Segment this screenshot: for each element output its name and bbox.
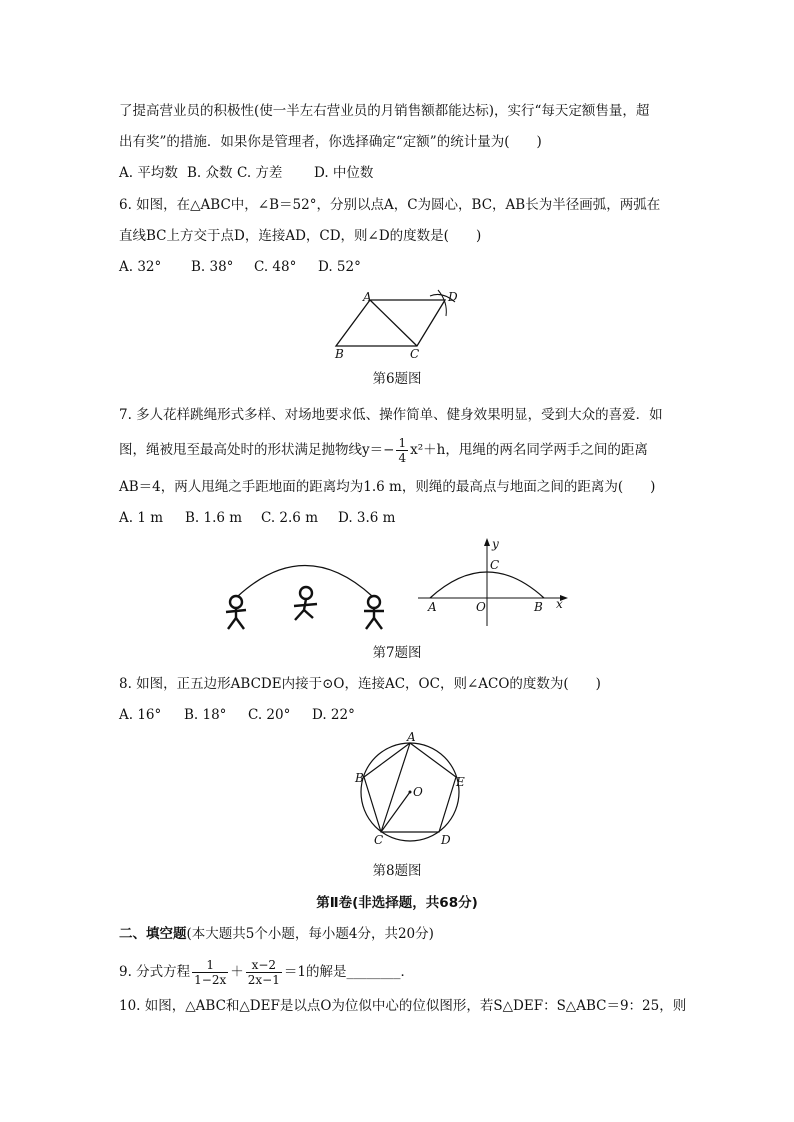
label-a: A <box>407 730 416 744</box>
fraction-numerator: 1 <box>398 436 407 450</box>
center-point-o <box>409 791 412 794</box>
person-left <box>226 596 246 629</box>
label-e: E <box>456 775 465 789</box>
rope-curve <box>238 566 372 597</box>
label-c: C <box>374 833 384 847</box>
diagonal-ac <box>370 300 417 346</box>
label-b: B <box>534 600 543 614</box>
question-10-text: 10. 如图，△ABC和△DEF是以点O为位似中心的位似图形，若S△DEF：S△ABC＝9：25，则 <box>119 998 687 1014</box>
label-a: A <box>363 290 372 304</box>
question-9-suffix: ＝1的解是________． <box>283 964 414 980</box>
label-d: D <box>448 290 458 304</box>
segment-oc <box>381 792 410 832</box>
question-8-options <box>119 705 355 725</box>
fraction-1 <box>192 958 228 987</box>
question-8-text-line1: 8. 如图，正五边形ABCDE内接于⊙O，连接AC，OC，则∠ACO的度数为( ) <box>119 676 601 692</box>
figure-7-jump-rope-scene <box>220 560 395 632</box>
question-7-options <box>119 508 396 528</box>
option-a: A. 16° <box>119 707 162 723</box>
option-d: D. 52° <box>318 259 361 275</box>
question-5-text-line2: 出有奖”的措施．如果你是管理者，你选择确定“定额”的统计量为( ) <box>119 134 542 150</box>
option-c: C. 2.6 m <box>261 510 318 526</box>
label-o: O <box>476 600 486 614</box>
figure-6-parallelogram <box>330 288 470 360</box>
y-axis-arrow <box>484 538 490 546</box>
segment-ac <box>381 743 410 832</box>
pentagon-abcde <box>364 743 456 832</box>
question-9-prefix: 9. 分式方程 <box>119 964 191 980</box>
label-c: C <box>490 558 500 572</box>
label-d: D <box>441 833 451 847</box>
person-middle-jumping <box>294 587 317 620</box>
option-d: D. 3.6 m <box>338 510 396 526</box>
plus-sign: ＋ <box>230 964 244 980</box>
label-o: O <box>413 785 423 799</box>
option-b: B. 1.6 m <box>185 510 243 526</box>
option-a: A. 1 m <box>119 510 164 526</box>
option-b: B. 38° <box>191 259 234 275</box>
label-a: A <box>428 600 437 614</box>
label-x: x <box>556 597 563 611</box>
fill-in-heading: 二、填空题 <box>119 926 187 942</box>
fraction-2 <box>246 958 282 987</box>
question-6-text-line2: 直线BC上方交于点D，连接AD，CD，则∠D的度数是( ) <box>119 228 482 244</box>
figure-8-caption: 第8题图 <box>372 863 422 879</box>
question-7-text-line1: 7. 多人花样跳绳形式多样、对场地要求低、操作简单、健身效果明显，受到大众的喜爱．如 <box>119 407 663 423</box>
option-c: C. 48° <box>254 259 297 275</box>
fraction-2-numerator: x−2 <box>246 958 282 973</box>
option-b: B. 众数 <box>187 165 233 181</box>
question-9-text <box>119 958 414 987</box>
label-b: B <box>355 771 364 785</box>
section-2-title: 第Ⅱ卷(非选择题，共68分) <box>316 895 478 911</box>
question-7-text-line3: AB＝4，两人甩绳之手距地面的距离均为1.6 m，则绳的最高点与地面之间的距离为( ) <box>119 479 656 495</box>
fill-in-note: (本大题共5个小题，每小题4分，共20分) <box>186 926 434 942</box>
question-5-text-line1: 了提高营业员的积极性(使一半左右营业员的月销售额都能达标)，实行“每天定额售量，超 <box>119 103 650 119</box>
question-7-text-line2-start: 图，绳被甩至最高处时的形状满足抛物线y＝− <box>119 442 395 458</box>
person-right <box>364 596 384 629</box>
figure-7-caption: 第7题图 <box>372 645 422 661</box>
figure-7-parabola-coordinate <box>418 536 578 628</box>
fill-in-heading-line <box>119 924 434 944</box>
question-6-options <box>119 257 361 277</box>
question-6-text-line1: 6. 如图，在△ABC中，∠B＝52°，分别以点A，C为圆心，BC，AB长为半径画弧，两弧在 <box>119 197 661 213</box>
label-c: C <box>410 347 420 361</box>
fraction-2-denominator: 2x−1 <box>247 973 280 987</box>
figure-6-caption: 第6题图 <box>372 371 422 387</box>
option-c: C. 20° <box>248 707 291 723</box>
label-y: y <box>492 537 499 551</box>
option-a: A. 32° <box>119 259 162 275</box>
label-b: B <box>335 347 344 361</box>
fraction-1-denominator: 1−2x <box>194 973 227 987</box>
option-c: C. 方差 <box>237 165 283 181</box>
figure-8-pentagon-in-circle <box>350 730 470 848</box>
fraction-denominator: 4 <box>398 451 407 465</box>
arc-from-c <box>438 290 446 316</box>
option-b: B. 18° <box>184 707 227 723</box>
option-d: D. 中位数 <box>314 165 374 181</box>
option-a: A. 平均数 <box>119 165 178 181</box>
fraction-one-quarter <box>396 436 408 465</box>
question-5-options <box>119 163 373 183</box>
parallelogram-abcd <box>336 300 445 346</box>
question-7-text-line2 <box>119 436 648 465</box>
option-d: D. 22° <box>312 707 355 723</box>
fraction-1-numerator: 1 <box>192 958 228 973</box>
question-7-text-line2-end: x²＋h，甩绳的两名同学两手之间的距离 <box>410 442 648 458</box>
